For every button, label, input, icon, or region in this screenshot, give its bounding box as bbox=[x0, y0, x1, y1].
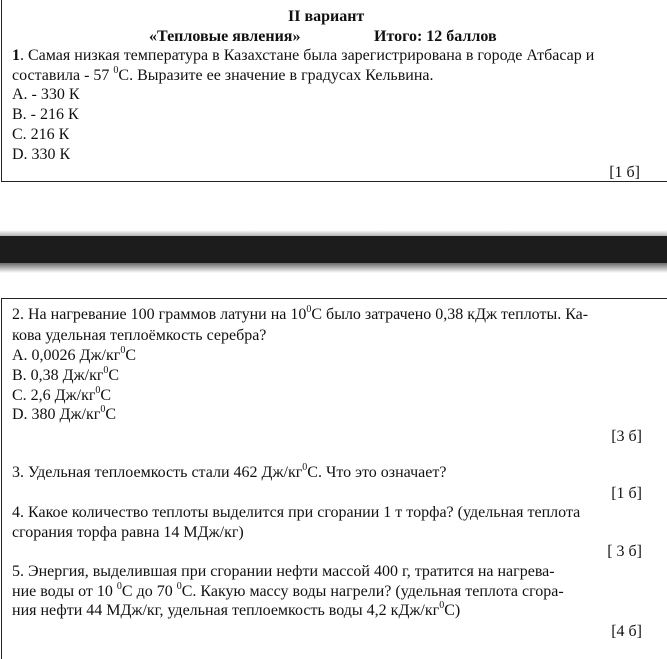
q5-line1: 5. Энергия, выделившая при сгорании нефти массой 400 г, тратится на нагрева- bbox=[12, 563, 555, 580]
q5-score: [4 б] bbox=[611, 623, 642, 640]
page-separator-band bbox=[0, 236, 667, 264]
q2-line1: 2. На нагревание 100 граммов латуни на $10^0С$ было затрачено 0,38 кДж теплоты. Ка- bbox=[12, 304, 589, 323]
q4-line1: 4. Какое количество теплоты выделится при сгорании 1 т торфа? (удельная теплота bbox=[12, 504, 581, 521]
q1-score: [1 б] bbox=[609, 164, 640, 181]
q3-text: 3. Удельная теплоемкость стали 462 $Дж/кг^0С$. Что это означает? bbox=[12, 462, 447, 481]
q4-score: [ 3 б] bbox=[607, 543, 642, 560]
separator-shadow-bottom bbox=[0, 263, 667, 273]
q3-score: [1 б] bbox=[611, 485, 642, 502]
q1-option-a: A. - 330 К bbox=[12, 86, 80, 103]
bottom-top-border bbox=[1, 298, 667, 299]
q5-line3: ния нефти 44 МДж/кг, удельная теплоемкость воды 4,2 кДж/$кг^0С$) bbox=[12, 600, 461, 619]
q1-line1: 1. Самая низкая температура в Казахстане была зарегистрирована в городе Атбасар и bbox=[12, 47, 595, 64]
bottom-left-border bbox=[1, 298, 2, 659]
variant-title: II вариант bbox=[288, 8, 365, 25]
topic-title: «Тепловые явления» bbox=[149, 28, 301, 45]
q1-number: 1 bbox=[12, 47, 20, 64]
q4-line2: сгорания торфа равна 14 МДж/кг) bbox=[12, 524, 244, 541]
q1-option-c: C. 216 К bbox=[12, 126, 70, 143]
q2-option-a: A. 0,0026 $Дж/кг^0С$ bbox=[12, 345, 136, 364]
top-bottom-border bbox=[1, 181, 667, 182]
q2-option-c: C. 2,6 $Дж/кг^0С$ bbox=[12, 385, 112, 404]
top-left-border bbox=[1, 0, 2, 182]
q1-option-d: D. 330 К bbox=[12, 146, 71, 163]
q5-line2: ние воды от 10 $^0$С до 70 $^0$С. Какую массу воды нагрели? (удельная теплота сгора- bbox=[12, 581, 564, 600]
total-score: Итого: 12 баллов bbox=[374, 28, 497, 45]
q2-option-d: D. 380 $Дж/кг^0С$ bbox=[12, 404, 116, 423]
q1-option-b: B. - 216 К bbox=[12, 106, 79, 123]
q2-score: [3 б] bbox=[611, 428, 642, 445]
q2-option-b: B. 0,38 $Дж/кг^0С$ bbox=[12, 365, 120, 384]
q2-line2: кова удельная теплоёмкость серебра? bbox=[12, 327, 267, 344]
q1-line2: составила - 57 $^0$С. Выразите ее значение в градусах Кельвина. bbox=[12, 65, 434, 84]
